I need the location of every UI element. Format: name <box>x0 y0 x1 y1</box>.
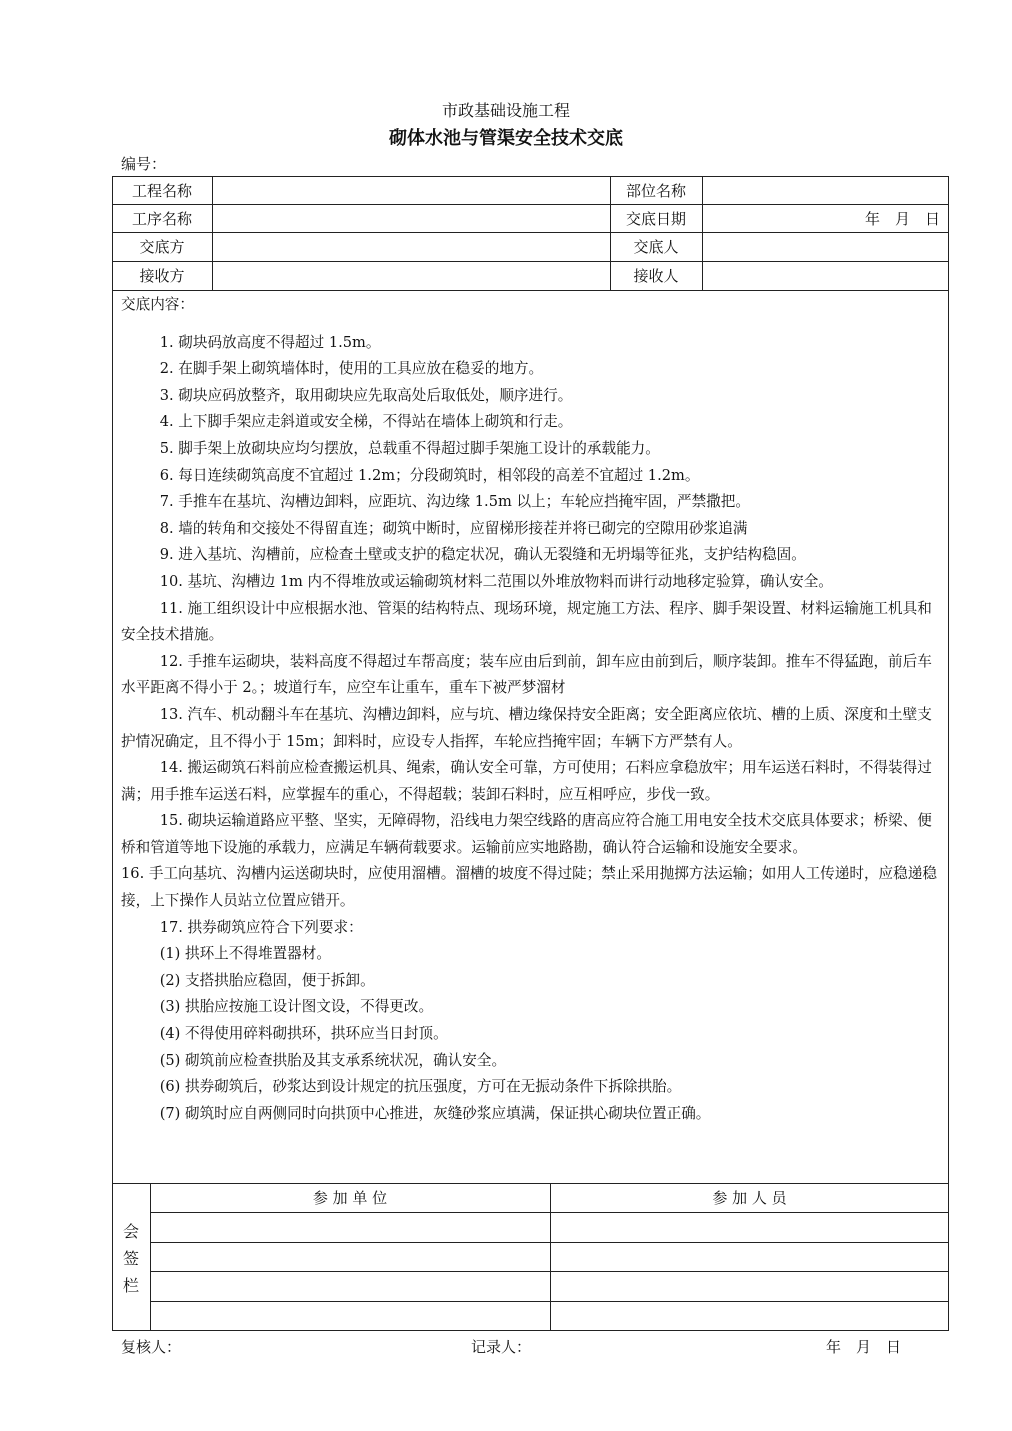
signoff-side-label: 签 <box>122 1249 139 1268</box>
project-name-label: 工程名称 <box>131 181 192 200</box>
content-section <box>121 292 943 1127</box>
content-subitem: (1) 拱环上不得堆置器材。 <box>159 945 331 963</box>
content-subitem: (5) 砌筑前应检查拱胎及其支承系统状况，确认安全。 <box>159 1051 507 1069</box>
content-item: 6. 每日连续砌筑高度不宜超过 1.2m；分段砌筑时，相邻段的高差不宜超过 1.2m。 <box>159 466 700 484</box>
person-field[interactable] <box>550 1212 949 1242</box>
project-name-field[interactable] <box>212 176 610 204</box>
giver-org-label: 交底方 <box>139 238 185 256</box>
process-name-field[interactable] <box>212 204 610 232</box>
content-item: 10. 基坑、沟槽边 1m 内不得堆放或运输砌筑材料二范围以外堆放物料而讲行动地移定验算，确认安全。 <box>159 572 833 590</box>
giver-person-label: 交底人 <box>633 238 679 256</box>
process-name-label: 工序名称 <box>131 209 192 228</box>
recorder-label: 记录人： <box>471 1338 532 1356</box>
receiver-person-label: 接收人 <box>633 267 679 285</box>
unit-field[interactable] <box>150 1212 550 1242</box>
unit-field[interactable] <box>150 1301 550 1331</box>
document-title: 砌体水池与管渠安全技术交底 <box>389 128 623 149</box>
content-item: 12. 手推车运砌块，装料高度不得超过车帮高度；装车应由后到前，卸车应由前到后，顺序装卸。推车不得猛跑，前后车水平距离不得小于 2。；坡道行车，应空车让重车，重车下被严梦溜材 <box>121 652 932 697</box>
receiver-org-label: 接收方 <box>139 267 185 285</box>
content-item: 11. 施工组织设计中应根据水池、管渠的结构特点、现场环境，规定施工方法、程序、脚手架设置、材料运输施工机具和安全技术措施。 <box>121 599 932 644</box>
content-item: 2. 在脚手架上砌筑墙体时，使用的工具应放在稳妥的地方。 <box>159 360 544 378</box>
receiver-person-field[interactable] <box>702 261 949 290</box>
part-name-field[interactable] <box>702 176 949 204</box>
content-item: 7. 手推车在基坑、沟槽边卸料，应距坑、沟边缘 1.5m 以上；车轮应挡掩牢固，严禁撒把。 <box>159 493 750 511</box>
unit-field[interactable] <box>150 1242 550 1271</box>
row-divider <box>112 290 949 291</box>
content-item: 1. 砌块码放高度不得超过 1.5m。 <box>159 333 381 351</box>
footer-date: 年 月 日 <box>826 1338 902 1356</box>
reviewer-label: 复核人： <box>121 1338 182 1356</box>
person-field[interactable] <box>550 1242 949 1271</box>
content-item: 15. 砌块运输道路应平整、坚实，无障碍物，沿线电力架空线路的唐高应符合施工用电安全技术交底具体要求；桥梁、便桥和管道等地下设施的承载力，应满足车辆荷载要求。运输前应实地路勘，确认符合运输和设施安全要求。 <box>121 812 932 856</box>
person-column-header: 参 加 人 员 <box>712 1189 787 1207</box>
giver-org-field[interactable] <box>212 232 610 261</box>
content-item: 9. 进入基坑、沟槽前，应检查土壁或支护的稳定状况，确认无裂缝和无坍塌等征兆，支护结构稳固。 <box>159 546 806 564</box>
content-item: 14. 搬运砌筑石料前应检查搬运机具、绳索，确认安全可靠，方可使用；石料应拿稳放牢；用车运送石料时，不得装得过满；用手推车运送石料，应掌握车的重心，不得超载；装卸石料时，应互相呼应，步伐一致。 <box>121 759 932 803</box>
content-item: 4. 上下脚手架应走斜道或安全梯，不得站在墙体上砌筑和行走。 <box>159 413 573 431</box>
content-item: 17. 拱券砌筑应符合下列要求： <box>159 918 363 936</box>
code-label: 编号： <box>121 155 167 173</box>
content-label: 交底内容： <box>121 296 194 313</box>
content-item: 8. 墙的转角和交接处不得留直连；砌筑中断时，应留梯形接茬并将已砌完的空隙用砂浆追满 <box>159 519 748 537</box>
person-field[interactable] <box>550 1301 949 1331</box>
part-name-label: 部位名称 <box>625 181 686 200</box>
receiver-org-field[interactable] <box>212 261 610 290</box>
content-subitem: (6) 拱券砌筑后，砂浆达到设计规定的抗压强度，方可在无振动条件下拆除拱胎。 <box>159 1078 682 1096</box>
date-field[interactable]: 年 月 日 <box>864 209 940 228</box>
signoff-side-label: 栏 <box>122 1276 139 1295</box>
unit-column-header: 参 加 单 位 <box>312 1189 388 1207</box>
document-subtitle: 市政基础设施工程 <box>441 101 570 120</box>
content-subitem: (3) 拱胎应按施工设计图文设，不得更改。 <box>159 998 434 1016</box>
date-label: 交底日期 <box>625 209 686 228</box>
content-subitem: (7) 砌筑时应自两侧同时向拱顶中心推进，灰缝砂浆应填满，保证拱心砌块位置正确。 <box>159 1104 711 1122</box>
giver-person-field[interactable] <box>702 232 949 261</box>
content-item: 16. 手工向基坑、沟槽内运送砌块时，应使用溜槽。溜槽的坡度不得过陡；禁止采用抛掷方法运输；如用人工传递时，应稳递稳接，上下操作人员站立位置应错开。 <box>121 865 937 910</box>
content-subitem: (2) 支搭拱胎应稳固，便于拆卸。 <box>159 971 375 989</box>
signoff-side-label: 会 <box>122 1222 139 1241</box>
content-item: 13. 汽车、机动翻斗车在基坑、沟槽边卸料，应与坑、槽边缘保持安全距离；安全距离应依坑、槽的上质、深度和土壁支护情况确定，且不得小于 15m；卸料时，应设专人指挥，车轮应挡掩牢固；车辆下方严禁有人。 <box>121 705 932 750</box>
content-item: 3. 砌块应码放整齐，取用砌块应先取高处后取低处，顺序进行。 <box>159 386 573 404</box>
content-subitem: (4) 不得使用碎料砌拱环，拱环应当日封顶。 <box>159 1025 448 1043</box>
content-item: 5. 脚手架上放砌块应均匀摆放，总载重不得超过脚手架施工设计的承载能力。 <box>159 439 660 457</box>
unit-field[interactable] <box>150 1271 550 1301</box>
person-field[interactable] <box>550 1271 949 1301</box>
